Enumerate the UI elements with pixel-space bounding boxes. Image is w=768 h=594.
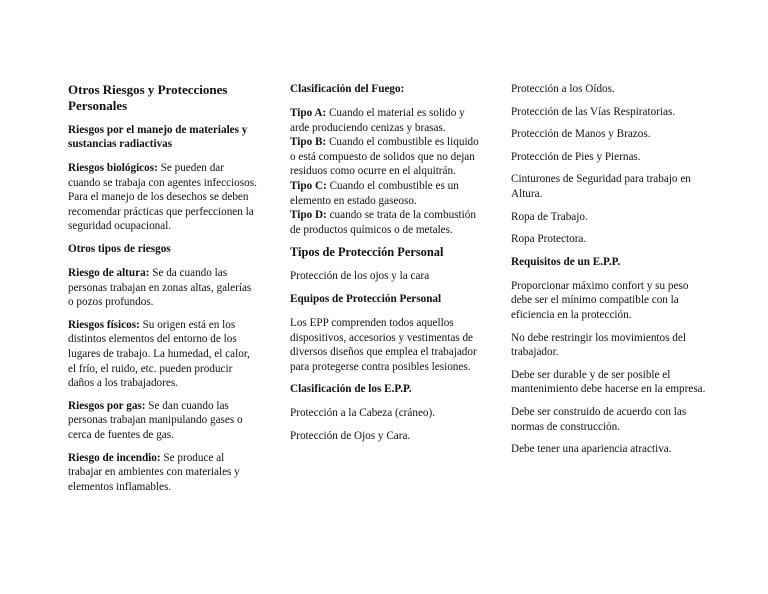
paragraph-tipo-c	[290, 179, 480, 208]
list-item: Protección de Pies y Piernas.	[511, 150, 641, 163]
heading-radiactivas: Riesgos por el manejo de materiales y sustancias radiactivas	[68, 124, 248, 150]
list-item: Protección a los Oídos.	[511, 83, 615, 95]
paragraph-fisicos	[68, 318, 258, 391]
label-tipo-b: Tipo B:	[290, 136, 327, 149]
section-title: Otros Riesgos y Protecciones Personales	[68, 82, 228, 113]
item-proteccion-ojos: Protección de los ojos y la cara	[290, 270, 430, 283]
label-altura: Riesgo de altura:	[68, 266, 150, 279]
heading-clasificacion-fuego: Clasificación del Fuego:	[290, 83, 405, 95]
paragraph-tipo-d	[290, 208, 480, 237]
text-incendio: Se produce al trabajar en ambientes con materiales y elementos inflamables.	[68, 451, 240, 493]
label-tipo-d: Tipo D:	[290, 209, 327, 222]
list-item: Ropa Protectora.	[511, 233, 587, 246]
label-incendio: Riesgo de incendio:	[68, 451, 161, 464]
heading-otros-tipos: Otros tipos de riesgos	[68, 242, 171, 255]
label-tipo-c: Tipo C:	[290, 179, 327, 192]
heading-equipos-proteccion: Equipos de Protección Personal	[290, 292, 442, 305]
paragraph-biologicos	[68, 161, 258, 190]
requirement-item: Debe ser durable y de ser posible el mantenimiento debe hacerse en la empresa.	[511, 368, 706, 396]
column-left	[68, 82, 258, 502]
text-fisicos: Su origen está en los distintos elementos del entorno de los lugares de trabajo. La humedad, el calor, el frío, el ruido, etc. pueden producir daños a los trabajadores.	[68, 318, 250, 390]
requirement-item: No debe restringir los movimientos del trabajador.	[511, 331, 686, 359]
text-biologicos: Se pueden dar cuando se trabaja con agentes infecciosos.	[68, 162, 257, 189]
column-right	[511, 82, 707, 465]
requirement-item: Debe tener una apariencia atractiva.	[511, 443, 672, 456]
requirement-item: Debe ser construido de acuerdo con las normas de construcción.	[511, 405, 687, 433]
text-tipo-c: Cuando el combustible es un elemento en estado gaseoso.	[290, 179, 459, 207]
text-altura: Se da cuando las personas trabajan en zonas altas, galerías o pozos profundos.	[68, 266, 252, 309]
text-tipo-d: cuando se trata de la combustión de productos químicos o de metales.	[290, 209, 476, 236]
requirement-item: Proporcionar máximo confort y su peso debe ser el mínimo compatible con la eficiencia en la protección.	[511, 279, 689, 321]
list-item: Protección de Manos y Brazos.	[511, 128, 651, 141]
list-item: Ropa de Trabajo.	[511, 210, 588, 223]
heading-clasificacion-epp: Clasificación de los E.P.P.	[290, 383, 412, 396]
paragraph-gas	[68, 399, 258, 443]
heading-tipos-proteccion: Tipos de Protección Personal	[290, 245, 444, 260]
paragraph-tipo-a	[290, 106, 480, 135]
paragraph-tipo-b	[290, 135, 480, 179]
text-gas: Se dan cuando las personas trabajan manipulando gases o cerca de fuentes de gas.	[68, 399, 243, 441]
paragraph-incendio	[68, 451, 258, 495]
paragraph-epp: Los EPP comprenden todos aquellos dispositivos, accesorios y vestimentas de diversos diseños que emplea el trabajador para protegerse contra posibles lesiones.	[290, 316, 477, 373]
text-tipo-a: Cuando el material es solido y arde produciendo cenizas y brasas.	[290, 107, 465, 134]
list-item: Cinturones de Seguridad para trabajo en Altura.	[511, 173, 691, 200]
column-middle	[290, 82, 480, 452]
list-item: Protección de las Vías Respiratorias.	[511, 105, 676, 118]
heading-requisitos: Requisitos de un E.P.P.	[511, 255, 621, 268]
list-item: Protección a la Cabeza (cráneo).	[290, 407, 436, 420]
label-gas: Riesgos por gas:	[68, 399, 146, 412]
text-tipo-b: Cuando el combustible es liquido o está compuesto de solidos que no dejan residuos como ocurre en el alquitrán.	[290, 136, 479, 178]
label-fisicos: Riesgos físicos:	[68, 318, 140, 331]
label-biologicos: Riesgos biológicos:	[68, 162, 158, 174]
paragraph-altura	[68, 266, 258, 310]
label-tipo-a: Tipo A:	[290, 107, 327, 119]
paragraph-desechos: Para el manejo de los desechos se deben recomendar prácticas que perfeccionen la seguridad ocupacional.	[68, 191, 254, 233]
list-item: Protección de Ojos y Cara.	[290, 429, 411, 442]
